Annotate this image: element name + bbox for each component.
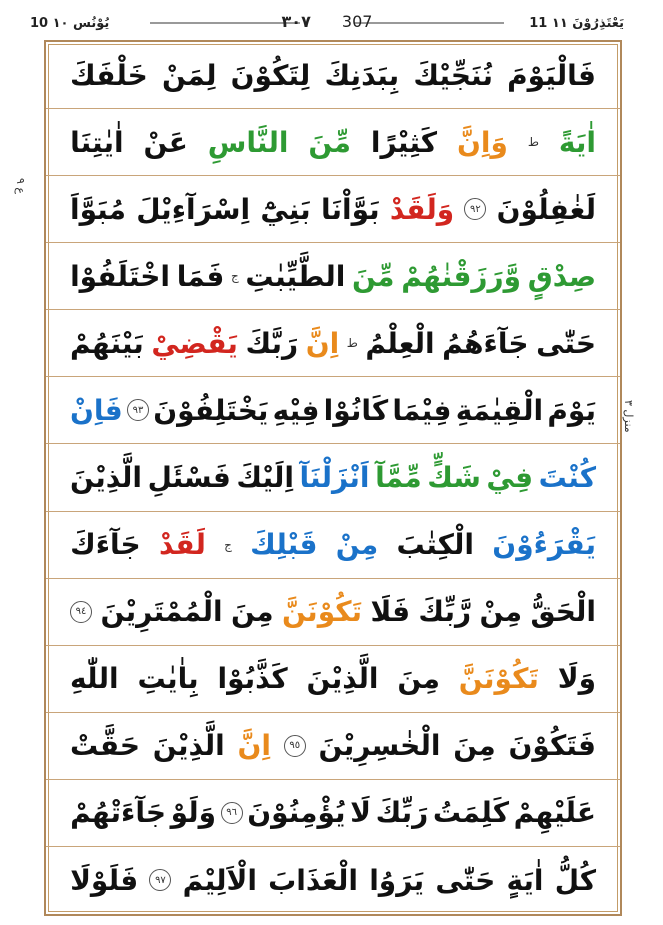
- word: يُؤْمِنُوْنَ: [247, 796, 346, 830]
- text-line: [46, 579, 620, 646]
- word: لِمَنْ: [162, 58, 217, 92]
- word: فِيْمَا: [392, 393, 452, 427]
- word: اٰيَةٍ: [506, 863, 544, 897]
- word: وَلَا: [557, 662, 596, 696]
- word: يَرَوُا: [369, 863, 425, 897]
- word: خَلْفَكَ: [70, 58, 148, 92]
- word: مِّمَّآ: [375, 460, 422, 494]
- text-line: [46, 176, 620, 243]
- word: مِنْ: [335, 528, 379, 562]
- word: كَلِمَتُ: [432, 796, 509, 830]
- ayah-number: ٩٦: [221, 802, 243, 824]
- word: وَلَقَدْ: [389, 192, 455, 226]
- word: الْحَقُّ: [530, 595, 596, 629]
- word: وَّرَزَقْنٰهُمْ: [401, 259, 522, 293]
- word: يَقْرَءُوْنَ: [492, 528, 596, 562]
- waqf-mark: ج: [231, 269, 239, 284]
- word: الْمُمْتَرِيْنَ: [100, 595, 223, 629]
- word: بَنِيْٓ: [260, 192, 311, 226]
- header-chapter-right: 11 يَعْتَذِرُوْنَ ١١: [529, 16, 624, 31]
- word: شَكٍّ: [427, 460, 481, 494]
- header-page-number: [30, 12, 624, 31]
- ruku-marker: ع ٩: [14, 178, 27, 194]
- waqf-mark: ج: [224, 537, 232, 552]
- page-header: [30, 12, 624, 34]
- word: رَّبِّكَ: [418, 595, 472, 629]
- word: فَالْيَوْمَ: [507, 58, 596, 92]
- word: اِسْرَآءِيْلَ: [136, 192, 251, 226]
- waqf-mark: ط: [346, 336, 358, 351]
- text-line: [46, 42, 620, 109]
- word: اِنَّ: [305, 326, 340, 360]
- word: صِدْقٍ: [527, 259, 596, 293]
- ayah-number: ٩٤: [70, 601, 92, 623]
- word: قَبْلِكَ: [250, 528, 318, 562]
- word: الطَّيِّبٰتِ: [245, 259, 346, 293]
- word: فِيْهِ: [272, 393, 320, 427]
- word: اِنَّ: [237, 729, 272, 763]
- word: الْاَلِيْمَ: [182, 863, 257, 897]
- manzil-marker: منزل ٣: [622, 400, 635, 433]
- word: لَغٰفِلُوْنَ: [496, 192, 596, 226]
- word: الَّذِيْنَ: [152, 729, 225, 763]
- word: حَتّٰى: [435, 863, 496, 897]
- word: الْقِيٰمَةِ: [455, 393, 544, 427]
- word: حَقَّتْ: [70, 729, 141, 763]
- waqf-mark: ط: [527, 135, 539, 150]
- word: تَكُوْنَنَّ: [281, 595, 363, 629]
- word: عَنْ: [143, 125, 188, 159]
- word: اَنْزَلْنَآ: [299, 460, 370, 494]
- word: مِنْ: [479, 595, 523, 629]
- word: رَبِّكَ: [375, 796, 429, 830]
- header-surah-left: 10 يُوْنُس ١٠: [30, 16, 110, 31]
- text-frame: [44, 40, 622, 916]
- word: لَا: [350, 796, 371, 830]
- ayah-number: ٩٢: [464, 198, 486, 220]
- word: كُلُّ: [554, 863, 596, 897]
- word: نُنَجِّيْكَ: [413, 58, 493, 92]
- word: فَلَوْلَا: [70, 863, 139, 897]
- word: مِنَ: [231, 595, 274, 629]
- text-line: [46, 512, 620, 579]
- word: عَلَيْهِمْ: [513, 796, 596, 830]
- word: جَآءَكَ: [70, 528, 141, 562]
- text-line: [46, 109, 620, 176]
- word: فَسْئَلِ: [147, 460, 231, 494]
- word: جَآءَهُمُ: [442, 326, 529, 360]
- word: كَانُوْا: [323, 393, 389, 427]
- word: يَخْتَلِفُوْنَ: [153, 393, 269, 427]
- page-number: 307: [341, 12, 373, 31]
- word: فَاِنْ: [70, 393, 123, 427]
- word: حَتّٰى: [536, 326, 596, 360]
- word: بِبَدَنِكَ: [324, 58, 400, 92]
- word: كَذَّبُوْا: [217, 662, 288, 696]
- ayah-number: ٩٥: [284, 735, 306, 757]
- word: كَثِيْرًا: [370, 125, 438, 159]
- text-line: [46, 713, 620, 780]
- text-line: [46, 310, 620, 377]
- word: تَكُوْنَنَّ: [458, 662, 539, 696]
- text-line: [46, 847, 620, 914]
- word: بَيْنَهُمْ: [70, 326, 144, 360]
- word: اٰيٰتِنَا: [70, 125, 124, 159]
- word: جَآءَتْهُمْ: [70, 796, 167, 830]
- text-line: [46, 243, 620, 310]
- word: وَاِنَّ: [457, 125, 508, 159]
- text-line: [46, 444, 620, 511]
- word: فِيْ: [486, 460, 534, 494]
- word: الَّذِيْنَ: [70, 460, 143, 494]
- word: الْعَذَابَ: [268, 863, 358, 897]
- word: لَقَدْ: [159, 528, 206, 562]
- word: مِنَ: [453, 729, 496, 763]
- word: لِتَكُوْنَ: [230, 58, 311, 92]
- text-line: [46, 780, 620, 847]
- word: رَبَّكَ: [245, 326, 299, 360]
- text-line: [46, 377, 620, 444]
- word: كُنْتَ: [538, 460, 596, 494]
- word: بِاٰيٰتِ: [137, 662, 199, 696]
- page-number-arabic: ٣٠٧: [281, 12, 311, 31]
- word: الْعِلْمُ: [365, 326, 435, 360]
- word: فَمَا: [176, 259, 225, 293]
- word: الْخٰسِرِيْنَ: [318, 729, 441, 763]
- word: فَتَكُوْنَ: [508, 729, 596, 763]
- word: الْكِتٰبَ: [396, 528, 475, 562]
- word: اٰيَةً: [558, 125, 596, 159]
- ayah-number: ٩٣: [127, 399, 149, 421]
- text-line: [46, 646, 620, 713]
- word: اِلَيْكَ: [236, 460, 294, 494]
- word: يَقْضِيْ: [151, 326, 238, 360]
- word: مُبَوَّاَ: [70, 192, 126, 226]
- word: اخْتَلَفُوْا: [70, 259, 171, 293]
- word: وَلَوْ: [170, 796, 217, 830]
- word: يَوْمَ: [547, 393, 596, 427]
- word: مِّنَ: [351, 259, 395, 293]
- word: بَوَّاْنَا: [320, 192, 380, 226]
- word: مِّنَ: [308, 125, 351, 159]
- word: الَّذِيْنَ: [306, 662, 379, 696]
- word: مِنَ: [397, 662, 440, 696]
- word: النَّاسِ: [207, 125, 289, 159]
- ayah-number: ٩٧: [149, 869, 171, 891]
- word: اللّٰهِ: [70, 662, 119, 696]
- word: فَلَا: [370, 595, 411, 629]
